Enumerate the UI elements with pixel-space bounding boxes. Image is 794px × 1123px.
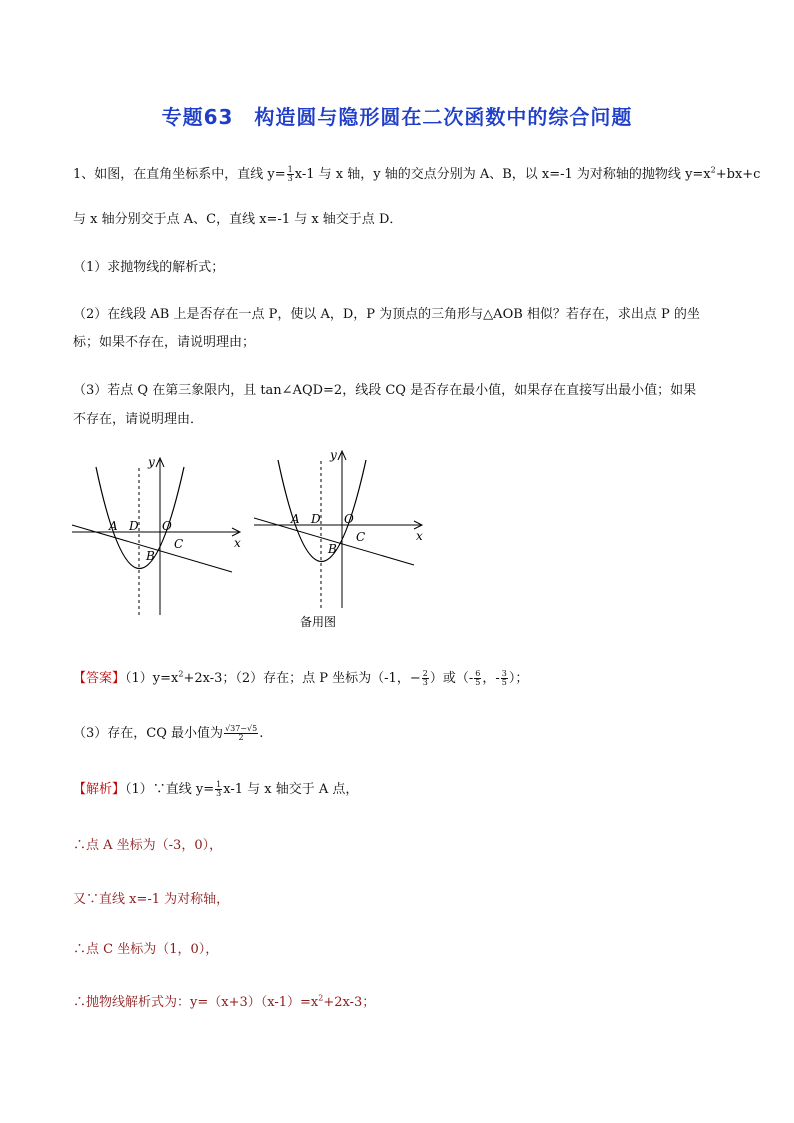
intro-text-b: x-1 与 x 轴，y 轴的交点分别为 A、B，以 x=-1 为对称轴的抛物线 y=x: [294, 167, 711, 182]
answer-tag: 【答案】: [73, 671, 126, 686]
intro-sup: 2: [710, 165, 716, 175]
label-y: y: [330, 450, 337, 462]
analysis-line1: 【解析】（1）∵直线 y= $\frac{1}{3}$ x-1 与 x 轴交于 A 点，: [73, 780, 359, 798]
question-3-line2: 不存在，请说明理由．: [73, 412, 204, 427]
label-o: O: [162, 519, 172, 533]
label-b: B: [146, 549, 155, 563]
fraction: $\frac{3}{5}$: [501, 669, 507, 687]
fraction: $\frac{6}{5}$: [475, 669, 481, 687]
label-y: y: [148, 455, 155, 469]
fraction: $\frac{√37-√5}{2}$: [225, 724, 258, 742]
label-d: D: [311, 512, 321, 526]
analysis-line3: 又∵直线 x=-1 为对称轴，: [73, 892, 230, 907]
label-d: D: [129, 519, 139, 533]
answer-line2: （3）存在，CQ 最小值为 $\frac{√37-√5}{2}$ .: [73, 724, 264, 742]
problem-intro-line1: [73, 163, 760, 183]
fraction: $\frac{1}{3}$: [216, 780, 222, 798]
fraction: $\frac{2}{3}$: [422, 669, 428, 687]
page-title: 专题63 构造圆与隐形圆在二次函数中的综合问题: [161, 105, 633, 129]
figure-main: [72, 455, 241, 615]
label-b: B: [328, 542, 337, 556]
parabola: [278, 460, 366, 562]
analysis-line4: ∴点 C 坐标为（1，0），: [73, 942, 219, 957]
analysis-line2: ∴点 A 坐标为（-3，0），: [73, 838, 223, 853]
analysis-tag: 【解析】: [73, 782, 126, 797]
label-a: A: [291, 512, 300, 526]
answer-line1: 【答案】$(1)y=x^2+2x-3$；（2）存在；点 P 坐标为（-1，− $\frac{2}{3}$ ）或（- $\frac{6}{5}$ ，- $\frac{3}{5}$ ）；: [73, 669, 529, 687]
question-3-line1: （3）若点 Q 在第三象限内，且 tan∠AQD=2，线段 CQ 是否存在最小值，如果存在直接写出最小值；如果: [73, 383, 697, 398]
label-x: x: [234, 536, 241, 550]
figures: [66, 450, 436, 635]
problem-intro-line2: 与 x 轴分别交于点 A、C，直线 x=-1 与 x 轴交于点 D．: [73, 212, 403, 227]
question-1: （1）求抛物线的解析式；: [73, 260, 225, 275]
question-2-line2: 标；如果不存在，请说明理由；: [73, 335, 256, 350]
analysis-line5: ∴抛物线解析式为：$y=(x+3)(x-1)=x^2+2x-3$；: [73, 993, 376, 1010]
intro-text-c: +bx+c: [715, 167, 761, 182]
label-c: C: [356, 530, 366, 544]
intro-fraction: $\frac{1}{3}$: [287, 165, 293, 183]
label-c: C: [174, 537, 184, 551]
figure-caption: 备用图: [300, 615, 337, 629]
question-2-line1: （2）在线段 AB 上是否存在一点 P，使以 A，D，P 为顶点的三角形与△AOB 相似？若存在，求出点 P 的坐: [73, 307, 700, 322]
label-a: A: [109, 519, 118, 533]
intro-text-a: 1、如图，在直角坐标系中，直线 y=: [73, 167, 286, 182]
label-o: O: [344, 512, 354, 526]
figure-spare: [254, 450, 423, 629]
label-x: x: [416, 529, 423, 543]
parabola: [96, 467, 184, 569]
